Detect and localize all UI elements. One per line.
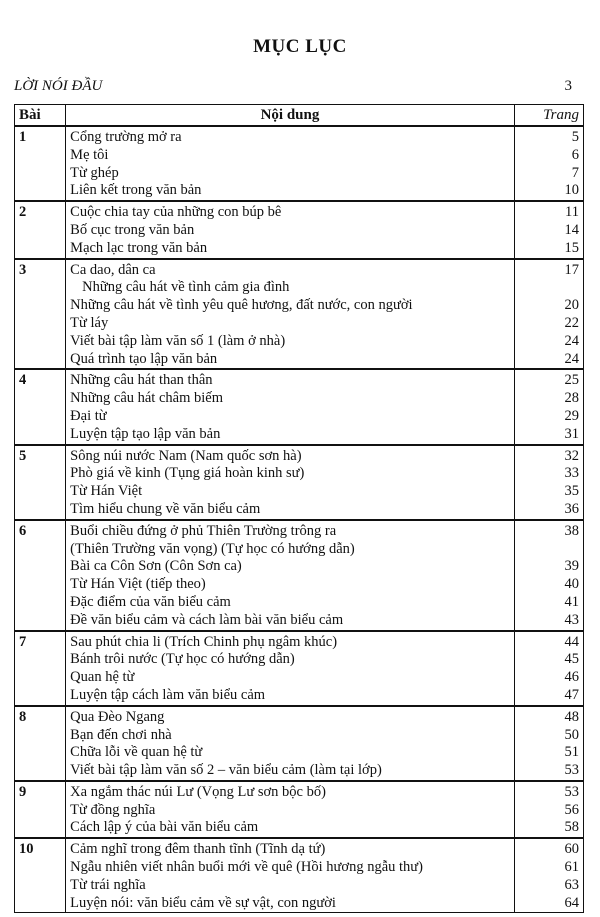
toc-entry-page: 38 [564, 522, 579, 539]
lesson-content [66, 445, 515, 520]
toc-entry[interactable]: Tìm hiểu chung về văn biểu cảm [70, 500, 261, 517]
lesson-content [66, 201, 515, 258]
toc-entry-page: 20 [564, 297, 579, 314]
toc-entry[interactable]: Những câu hát than thân [70, 372, 213, 389]
lesson-content [66, 838, 515, 913]
lesson-row [15, 706, 584, 781]
toc-entry[interactable]: Từ Hán Việt [70, 483, 143, 500]
lesson-number: 1 [15, 126, 66, 201]
toc-entry[interactable]: Viết bài tập làm văn số 1 (làm ở nhà) [70, 332, 286, 349]
lesson-number: 6 [15, 520, 66, 631]
lesson-row [15, 259, 584, 370]
toc-entry-page: 48 [564, 708, 579, 725]
lesson-row [15, 631, 584, 706]
toc-entry[interactable]: Ngẫu nhiên viết nhân buổi mới về quê (Hồi hương ngẫu thư) [70, 859, 423, 876]
preface-row [14, 78, 572, 98]
lesson-pages [514, 369, 583, 444]
toc-entry-page: 36 [564, 500, 579, 517]
lesson-pages [514, 781, 583, 838]
toc-entry-page: 63 [564, 876, 579, 893]
toc-entry-page: 51 [564, 744, 579, 761]
toc-entry-page: 24 [564, 332, 579, 349]
lesson-number: 4 [15, 369, 66, 444]
lesson-row [15, 838, 584, 913]
page-title: MỤC LỤC [253, 36, 347, 57]
lesson-content [66, 259, 515, 370]
lesson-pages [514, 838, 583, 913]
lesson-content [66, 706, 515, 781]
toc-entry[interactable]: Cách lập ý của bài văn biểu cảm [70, 819, 259, 836]
toc-entry-page: 28 [564, 390, 579, 407]
toc-table [14, 104, 584, 913]
toc-entry[interactable]: Từ trái nghĩa [70, 876, 146, 893]
toc-entry[interactable]: Từ ghép [70, 164, 119, 181]
toc-entry[interactable]: Từ đồng nghĩa [70, 801, 156, 818]
lesson-pages [514, 201, 583, 258]
toc-entry[interactable]: Những câu hát châm biếm [70, 390, 223, 407]
lesson-number: 9 [15, 781, 66, 838]
lesson-number: 3 [15, 259, 66, 370]
toc-entry-page: 14 [564, 221, 579, 238]
toc-entry-page: 53 [564, 783, 579, 800]
toc-entry[interactable]: Những câu hát về tình cảm gia đình [82, 279, 290, 296]
toc-entry-page: 11 [565, 204, 579, 221]
toc-entry[interactable]: Đại từ [70, 407, 107, 424]
toc-entry-page: 22 [564, 314, 579, 331]
toc-entry-page: 45 [564, 651, 579, 668]
lesson-number: 2 [15, 201, 66, 258]
toc-entry[interactable]: Những câu hát về tình yêu quê hương, đất nước, con người [70, 297, 413, 314]
toc-entry-page: 64 [564, 894, 579, 911]
toc-entry[interactable]: Quan hệ từ [70, 669, 135, 686]
toc-entry-page: 33 [564, 465, 579, 482]
lesson-number: 5 [15, 445, 66, 520]
toc-entry[interactable]: Mạch lạc trong văn bản [70, 239, 208, 256]
lesson-pages [514, 706, 583, 781]
toc-entry-page [519, 279, 579, 297]
lesson-pages [514, 631, 583, 706]
toc-entry[interactable]: Bố cục trong văn bản [70, 221, 195, 238]
lesson-pages [514, 259, 583, 370]
toc-entry[interactable]: Bánh trôi nước (Tự học có hướng dẫn) [70, 651, 295, 668]
toc-entry-page: 6 [571, 146, 579, 163]
header-content: Nội dung [66, 105, 515, 127]
toc-entry[interactable]: Chữa lỗi về quan hệ từ [70, 744, 203, 761]
toc-entry[interactable]: Phò giá về kinh (Tụng giá hoàn kinh sư) [70, 465, 305, 482]
lesson-content [66, 781, 515, 838]
toc-entry-page: 7 [571, 164, 579, 181]
toc-entry-page: 17 [564, 261, 579, 278]
toc-entry-page: 39 [564, 558, 579, 575]
toc-entry-page: 24 [564, 350, 579, 367]
toc-entry-page: 15 [564, 239, 579, 256]
toc-entry-page: 35 [564, 483, 579, 500]
toc-entry-page: 31 [564, 425, 579, 442]
toc-entry[interactable]: Đề văn biểu cảm và cách làm bài văn biểu cảm [70, 611, 344, 628]
toc-entry-page: 47 [564, 686, 579, 703]
toc-entry[interactable]: Từ láy [70, 314, 109, 331]
lesson-number: 7 [15, 631, 66, 706]
toc-entry[interactable]: Cổng trường mở ra [70, 129, 182, 145]
toc-entry-page: 46 [564, 669, 579, 686]
toc-entry-page [519, 541, 579, 559]
toc-entry[interactable]: Luyện nói: văn biểu cảm về sự vật, con người [70, 894, 336, 911]
toc-entry[interactable]: (Thiên Trường văn vọng) (Tự học có hướng dẫn) [70, 540, 355, 557]
lesson-row [15, 445, 584, 520]
toc-entry-page: 43 [564, 611, 579, 628]
toc-entry[interactable]: Buổi chiều đứng ở phủ Thiên Trường trông ra [70, 522, 337, 539]
toc-entry[interactable]: Bạn đến chơi nhà [70, 726, 172, 743]
lesson-row [15, 369, 584, 444]
toc-entry-page: 53 [564, 762, 579, 779]
preface-page: 3 [564, 78, 572, 94]
toc-entry-page: 61 [564, 859, 579, 876]
toc-entry[interactable]: Mẹ tôi [70, 146, 109, 163]
lesson-pages [514, 445, 583, 520]
toc-entry-page: 25 [564, 372, 579, 389]
toc-entry[interactable]: Quá trình tạo lập văn bản [70, 350, 218, 367]
lesson-content [66, 631, 515, 706]
lesson-row [15, 126, 584, 201]
toc-entry[interactable]: Cảm nghĩ trong đêm thanh tĩnh (Tĩnh dạ tứ) [70, 841, 326, 858]
toc-entry-page: 10 [564, 182, 579, 199]
toc-entry-page: 32 [564, 447, 579, 464]
toc-entry[interactable]: Sông núi nước Nam (Nam quốc sơn hà) [70, 447, 302, 464]
lesson-number: 8 [15, 706, 66, 781]
preface-label: LỜI NÓI ĐẦU [14, 78, 103, 94]
toc-entry[interactable]: Qua Đèo Ngang [70, 708, 165, 725]
toc-entry[interactable]: Cuộc chia tay của những con búp bê [70, 204, 282, 221]
lesson-row [15, 520, 584, 631]
toc-entry[interactable]: Luyện tập tạo lập văn bản [70, 425, 221, 442]
lesson-content [66, 369, 515, 444]
toc-entry-page: 5 [571, 129, 579, 145]
toc-entry[interactable]: Ca dao, dân ca [70, 261, 156, 278]
toc-entry-page: 56 [564, 801, 579, 818]
toc-entry[interactable]: Viết bài tập làm văn số 2 – văn biểu cảm (làm tại lớp) [70, 762, 382, 779]
lesson-pages [514, 126, 583, 201]
toc-entry[interactable]: Đặc điểm của văn biểu cảm [70, 593, 231, 610]
lesson-row [15, 781, 584, 838]
lesson-content [66, 126, 515, 201]
toc-entry[interactable]: Từ Hán Việt (tiếp theo) [70, 576, 206, 593]
header-lesson: Bài [15, 105, 66, 127]
lesson-row [15, 201, 584, 258]
toc-entry[interactable]: Liên kết trong văn bản [70, 182, 202, 199]
lesson-number: 10 [15, 838, 66, 913]
toc-entry-page: 29 [564, 407, 579, 424]
lesson-pages [514, 520, 583, 631]
toc-entry[interactable]: Sau phút chia li (Trích Chinh phụ ngâm khúc) [70, 633, 338, 650]
toc-entry[interactable]: Xa ngắm thác núi Lư (Vọng Lư sơn bộc bố) [70, 783, 326, 800]
toc-entry-page: 58 [564, 819, 579, 836]
toc-entry-page: 41 [564, 593, 579, 610]
toc-entry[interactable]: Luyện tập cách làm văn biểu cảm [70, 686, 266, 703]
toc-entry-page: 40 [564, 576, 579, 593]
toc-entry[interactable]: Bài ca Côn Sơn (Côn Sơn ca) [70, 558, 242, 575]
toc-entry-page: 44 [564, 633, 579, 650]
toc-entry-page: 50 [564, 726, 579, 743]
header-page: Trang [514, 105, 583, 127]
lesson-content [66, 520, 515, 631]
toc-entry-page: 60 [564, 841, 579, 858]
